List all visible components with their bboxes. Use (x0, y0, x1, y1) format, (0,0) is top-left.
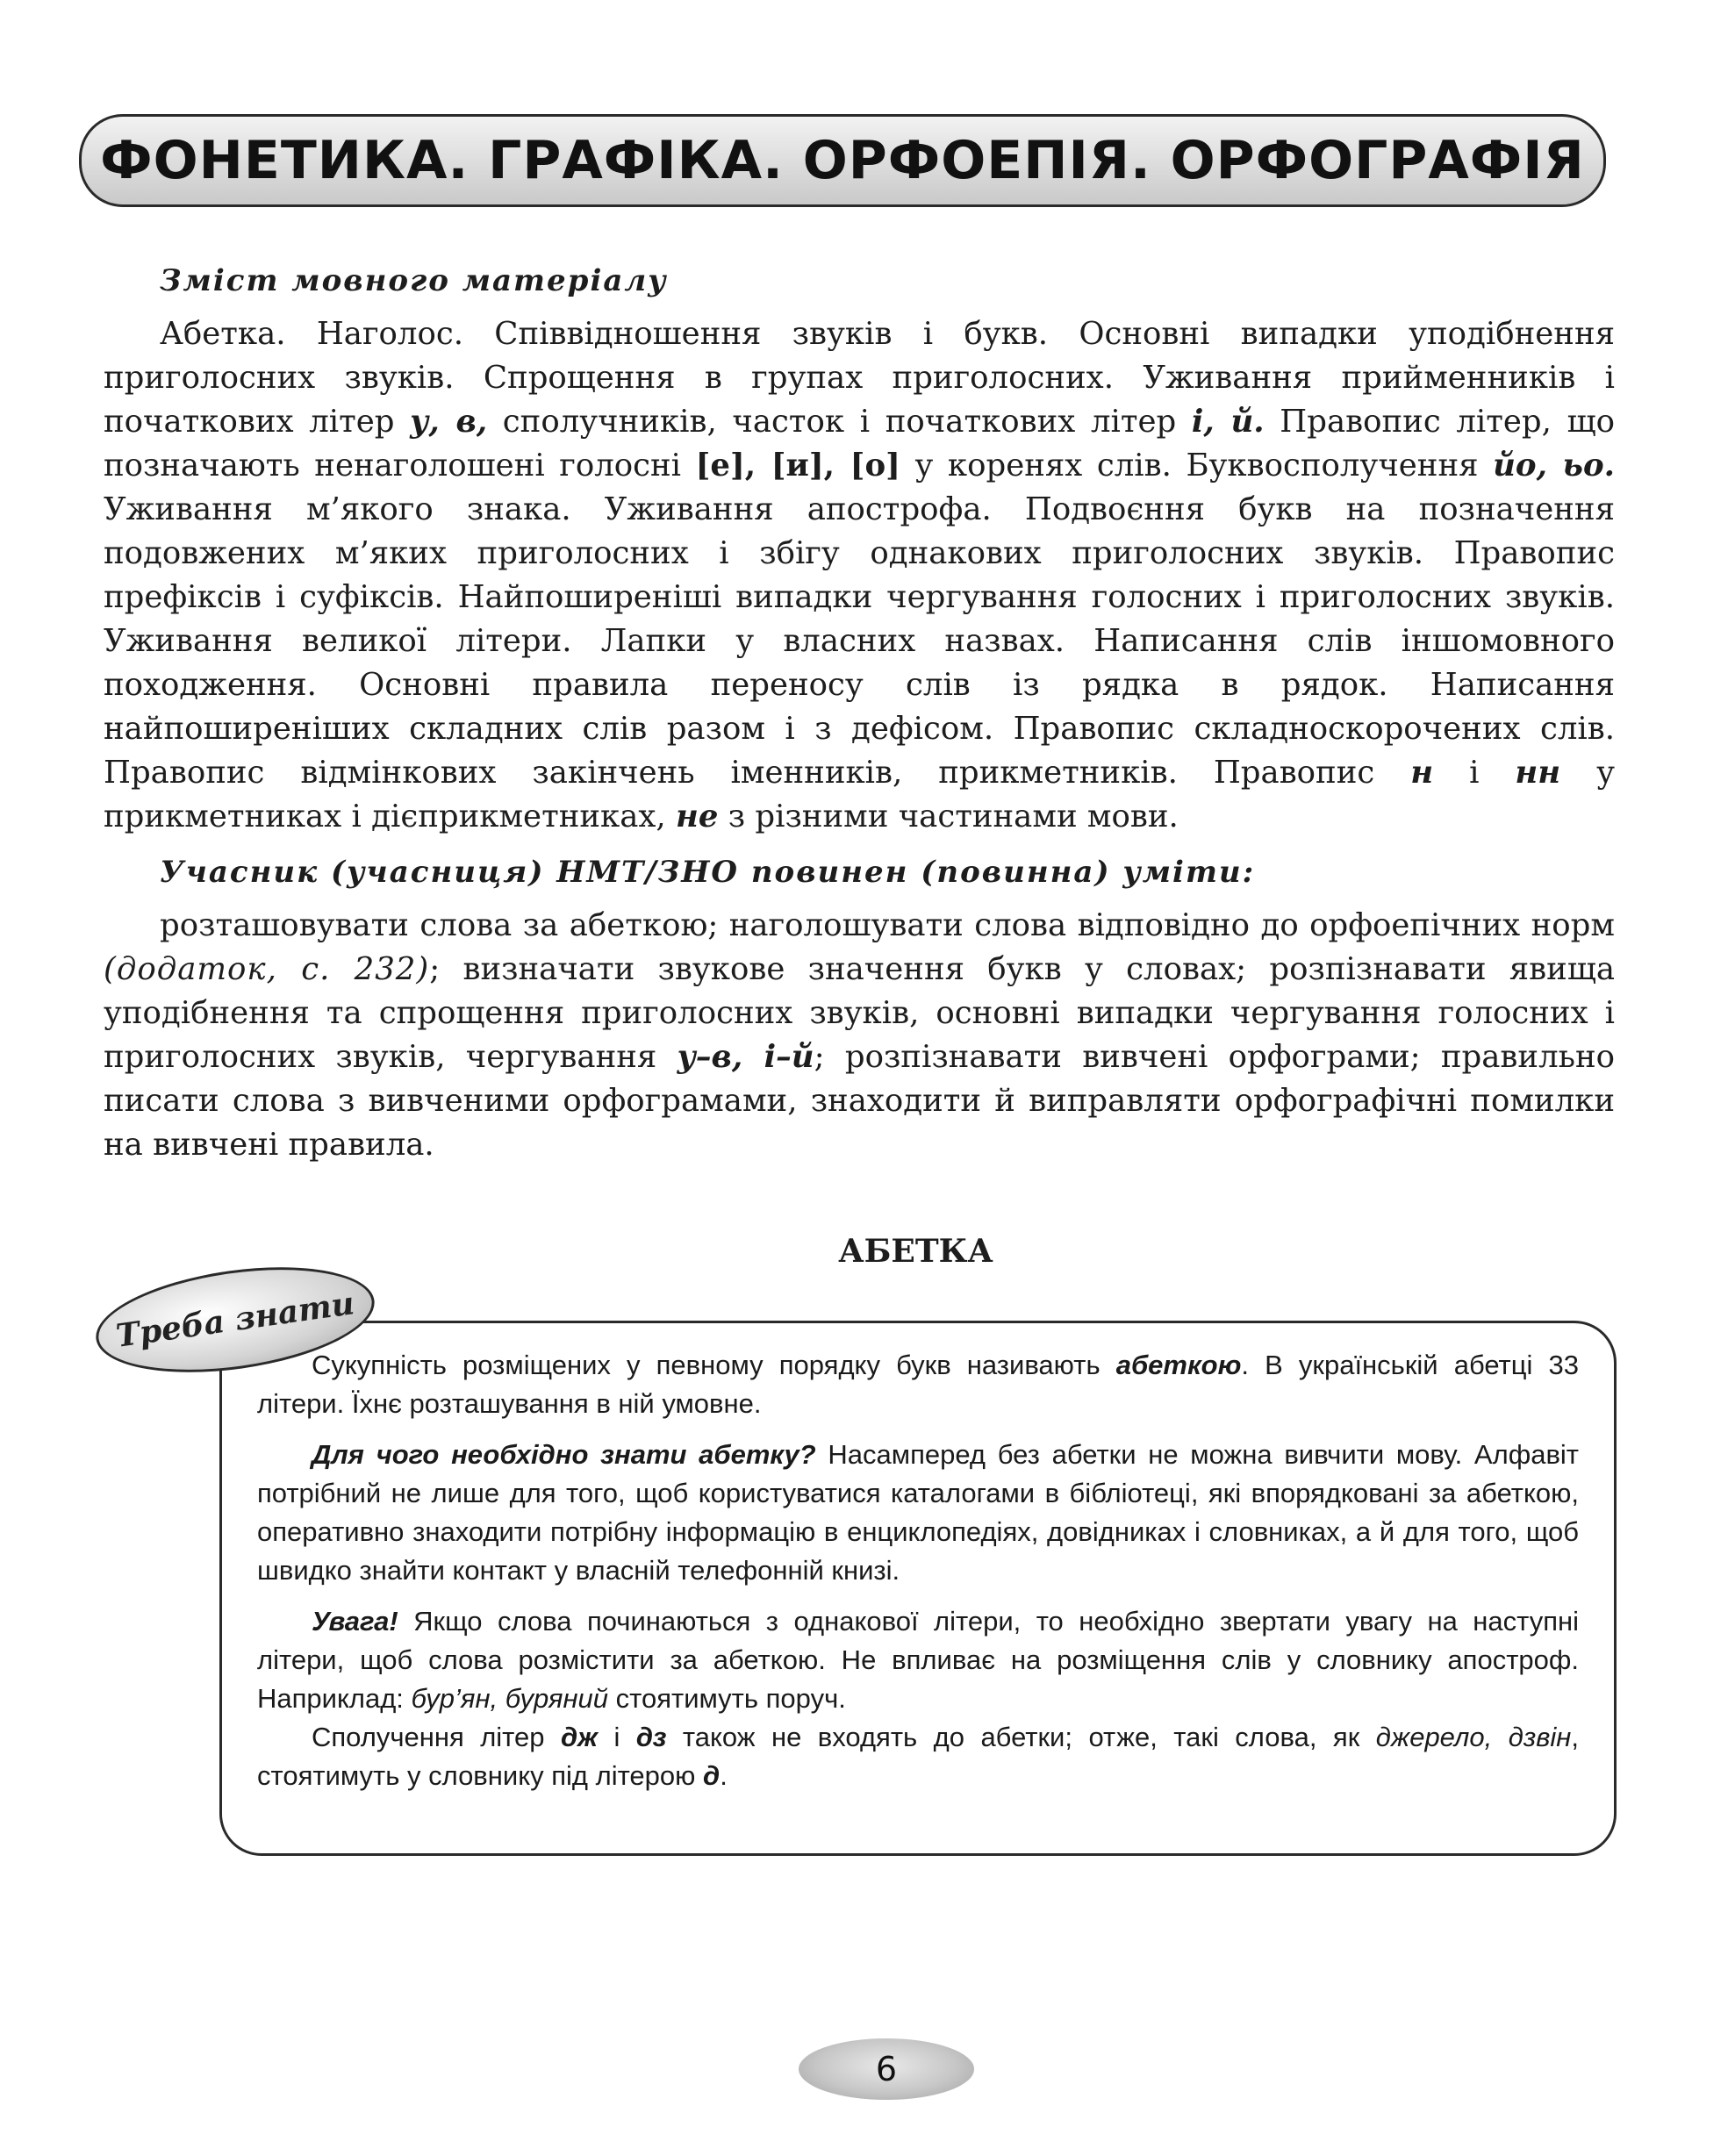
info-paragraph (257, 1718, 1579, 1795)
emphasis: не (675, 799, 719, 834)
emphasis: Увага! (312, 1606, 398, 1637)
text: . В українській абетці 33 літери. Їхнє розташування в ній умовне. (257, 1350, 1579, 1419)
chapter-header (79, 114, 1606, 207)
emphasis: н (1410, 755, 1434, 791)
info-paragraph (257, 1346, 1579, 1423)
text: стоятимуть поруч. (608, 1683, 846, 1714)
badge-label: Треба знати (113, 1285, 357, 1355)
info-paragraph (257, 1436, 1579, 1590)
emphasis: [е], [и], [о] (695, 448, 900, 483)
page-number-badge (799, 2038, 974, 2100)
text: і (1433, 755, 1516, 791)
material-paragraph (104, 312, 1615, 839)
emphasis: і, й. (1191, 404, 1265, 440)
text: з різними частинами мови. (718, 799, 1179, 834)
text: у прикметниках і дієприкметниках, (104, 755, 1615, 834)
emphasis: д (703, 1760, 721, 1791)
text: , стоятимуть у словнику під літерою (257, 1722, 1579, 1791)
skills-heading: Учасник (учасниця) НМТ/ЗНО повинен (повинна) уміти: (160, 855, 1256, 890)
text: ; визначати звукове значення букв у словах; розпізнавати явища уподібнення та спрощення приголосних звуків, основні випадки чергування голосних і приголосних звуків, чергування (104, 951, 1616, 1075)
section-heading: Зміст мовного матеріалу (160, 263, 668, 298)
emphasis: йо, ьо. (1493, 448, 1616, 483)
text: сполучників, часток і початкових літер (487, 404, 1192, 440)
text: Сполучення літер (312, 1722, 561, 1752)
page-number: 6 (875, 2050, 898, 2088)
example: бур’ян, буряний (411, 1683, 609, 1714)
info-box (219, 1321, 1617, 1856)
emphasis: дз (635, 1722, 667, 1752)
abetka-heading: АБЕТКА (838, 1233, 993, 1270)
emphasis: у–в, і–й (677, 1039, 814, 1075)
emphasis: Для чого необхідно знати абетку? (312, 1439, 816, 1470)
text: . (720, 1760, 728, 1791)
text: і (597, 1722, 636, 1752)
text: також не входять до абетки; отже, такі слова, як (666, 1722, 1376, 1752)
info-paragraph (257, 1602, 1579, 1718)
emphasis: у, в, (410, 404, 488, 440)
text: Якщо слова починаються з однакової літери, то необхідно звертати увагу на наступні літери, щоб слова розмістити за абеткою. Не впливає на розміщення слів у словнику апостроф. Наприклад: (257, 1606, 1579, 1714)
text: Абетка. Наголос. Співвідношення звуків і букв. Основні випадки уподібнення приголосних звуків. Спрощення в групах приголосних. Уживання прийменників і початкових літер (104, 316, 1615, 440)
text: розташовувати слова за абеткою; наголошувати слова відповідно до орфоепічних норм (160, 907, 1615, 943)
text: Правопис літер, що позначають ненаголошені голосні (104, 404, 1615, 483)
reference: (додаток, с. 232) (104, 951, 430, 987)
chapter-title: ФОНЕТИКА. ГРАФІКА. ОРФОЕПІЯ. ОРФОГРАФІЯ (100, 130, 1585, 191)
main-content (104, 263, 1615, 1183)
text: ; розпізнавати вивчені орфограми; правильно писати слова з вивченими орфограмами, знаходити й виправляти орфографічні помилки на вивчені правила. (104, 1039, 1615, 1163)
text: Насамперед без абетки не можна вивчити мову. Алфавіт потрібний не лише для того, щоб користуватися каталогами в бібліотеці, які впорядковані за абеткою, оперативно знаходити потрібну інформацію в енциклопедіях, довідниках і словниках, а й для того, щоб швидко знайти контакт у власній телефонній книзі. (257, 1439, 1580, 1586)
skills-paragraph (104, 904, 1615, 1167)
emphasis: абеткою (1115, 1350, 1242, 1380)
emphasis: нн (1515, 755, 1561, 791)
text: Уживання м’якого знака. Уживання апострофа. Подвоєння букв на позначення подовжених м’яких приголосних і збігу однакових приголосних звуків. Правопис префіксів і суфіксів. Найпоширеніші випадки чергування голосних і приголосних звуків. Уживання великої літери. Лапки у власних назвах. Написання слів іншомовного походження. Основні правила переносу слів із рядка в рядок. Написання найпоширеніших складних слів разом і з дефісом. Правопис складноскорочених слів. Правопис відмінкових закінчень іменників, прикметників. Правопис (104, 491, 1615, 791)
text: у коренях слів. Буквосполучення (900, 448, 1494, 483)
emphasis: дж (560, 1722, 598, 1752)
text: Сукупність розміщених у певному порядку букв називають (312, 1350, 1116, 1380)
example: джерело, дзвін (1375, 1722, 1572, 1752)
